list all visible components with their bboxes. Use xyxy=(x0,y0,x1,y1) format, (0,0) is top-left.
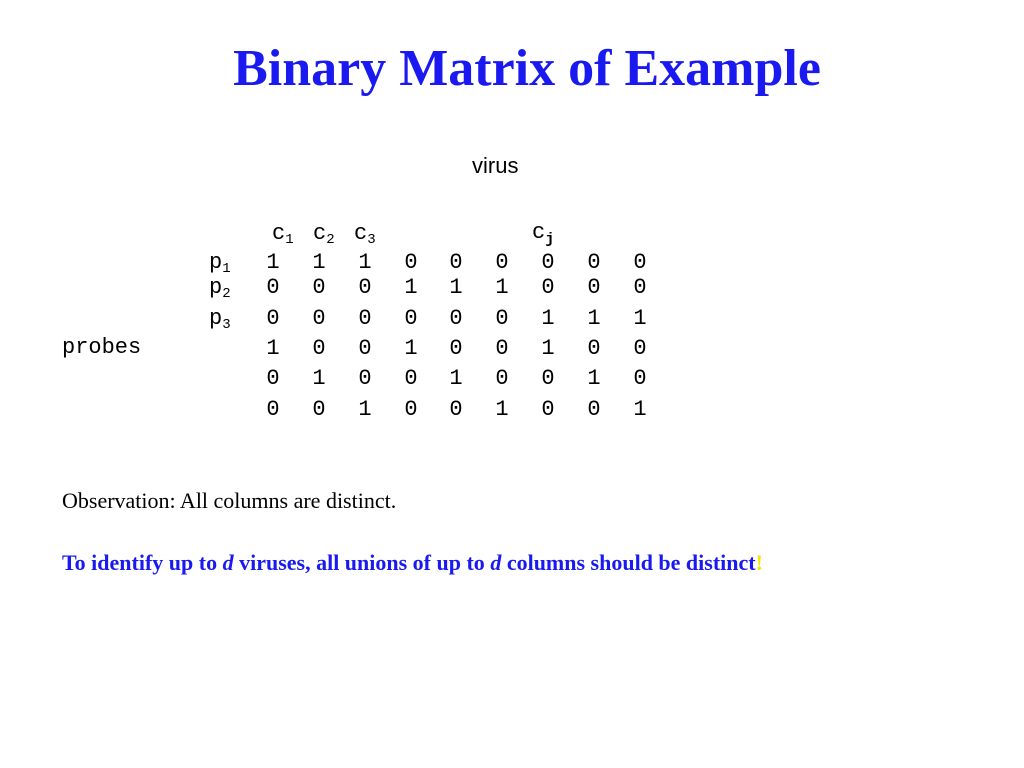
column-header-sub: 1 xyxy=(285,232,294,248)
matrix-cell: 0 xyxy=(312,336,326,361)
row-header-sub: 2 xyxy=(222,286,231,302)
matrix-cell: 0 xyxy=(449,336,463,361)
matrix-cell: 0 xyxy=(541,366,555,391)
row-header-p2 xyxy=(209,275,231,303)
statement-text xyxy=(62,550,763,576)
column-header-c3 xyxy=(354,221,376,249)
column-header-c2 xyxy=(313,221,335,249)
column-header-letter: c xyxy=(272,221,286,246)
observation-text: Observation: All columns are distinct. xyxy=(62,488,397,513)
matrix-cell: 1 xyxy=(449,366,463,391)
matrix-cell: 0 xyxy=(495,250,509,275)
matrix-cell: 0 xyxy=(266,397,280,422)
matrix-cell: 0 xyxy=(633,336,647,361)
matrix-cell: 0 xyxy=(266,366,280,391)
matrix-cell: 0 xyxy=(312,397,326,422)
matrix-cell: 0 xyxy=(358,275,372,300)
probes-label: probes xyxy=(62,335,142,360)
matrix-cell: 0 xyxy=(495,306,509,331)
matrix-cell: 1 xyxy=(541,306,555,331)
statement-variable: d xyxy=(490,550,502,575)
matrix-cell: 0 xyxy=(449,250,463,275)
matrix-cell: 0 xyxy=(266,306,280,331)
matrix-cell: 0 xyxy=(266,275,280,300)
matrix-cell: 0 xyxy=(358,336,372,361)
matrix-cell: 1 xyxy=(404,275,418,300)
matrix-cell: 0 xyxy=(495,336,509,361)
column-header-letter: c xyxy=(354,221,368,246)
row-header-letter: p xyxy=(209,275,223,300)
matrix-cell: 0 xyxy=(404,366,418,391)
matrix-cell: 1 xyxy=(312,366,326,391)
matrix-cell: 1 xyxy=(312,250,326,275)
matrix-cell: 1 xyxy=(358,250,372,275)
matrix-cell: 0 xyxy=(541,275,555,300)
matrix-cell: 0 xyxy=(404,250,418,275)
row-header-letter: p xyxy=(209,306,223,331)
matrix-cell: 1 xyxy=(541,336,555,361)
matrix-cell: 0 xyxy=(312,306,326,331)
matrix-cell: 0 xyxy=(495,366,509,391)
row-header-p3 xyxy=(209,306,231,334)
column-header-sub: 2 xyxy=(326,232,335,248)
statement-part: columns should be distinct xyxy=(501,550,756,575)
matrix-cell: 1 xyxy=(633,397,647,422)
matrix-cell: 0 xyxy=(633,366,647,391)
matrix-cell: 1 xyxy=(449,275,463,300)
row-header-sub: 3 xyxy=(222,317,231,333)
matrix-cell: 0 xyxy=(587,275,601,300)
slide-title: Binary Matrix of Example xyxy=(233,40,821,97)
statement-part: To identify up to xyxy=(62,550,223,575)
matrix-cell: 1 xyxy=(266,336,280,361)
matrix-cell: 0 xyxy=(633,275,647,300)
column-header-sub: j xyxy=(545,231,555,248)
column-header-sub: 3 xyxy=(367,232,376,248)
matrix-cell: 1 xyxy=(358,397,372,422)
matrix-cell: 0 xyxy=(358,306,372,331)
column-header-c1 xyxy=(272,221,294,249)
virus-label: virus xyxy=(472,153,519,178)
statement-part: viruses, all unions of up to xyxy=(233,550,491,575)
column-header-cj xyxy=(532,220,554,248)
matrix-cell: 0 xyxy=(541,250,555,275)
column-header-letter: c xyxy=(313,221,327,246)
matrix-cell: 1 xyxy=(495,275,509,300)
matrix-cell: 1 xyxy=(633,306,647,331)
matrix-cell: 1 xyxy=(587,306,601,331)
matrix-cell: 0 xyxy=(358,366,372,391)
row-header-letter: p xyxy=(209,250,223,275)
column-header-letter: c xyxy=(532,220,546,245)
row-header-p1 xyxy=(209,250,231,278)
matrix-cell: 0 xyxy=(312,275,326,300)
matrix-cell: 0 xyxy=(449,397,463,422)
matrix-cell: 1 xyxy=(404,336,418,361)
matrix-cell: 1 xyxy=(266,250,280,275)
row-header-sub: 1 xyxy=(222,261,231,277)
exclamation-mark: ! xyxy=(755,550,763,575)
matrix-cell: 0 xyxy=(587,250,601,275)
matrix-cell: 0 xyxy=(404,397,418,422)
matrix-cell: 1 xyxy=(495,397,509,422)
matrix-cell: 0 xyxy=(587,336,601,361)
statement-variable: d xyxy=(222,550,234,575)
matrix-cell: 1 xyxy=(587,366,601,391)
matrix-cell: 0 xyxy=(404,306,418,331)
matrix-cell: 0 xyxy=(633,250,647,275)
matrix-cell: 0 xyxy=(541,397,555,422)
matrix-cell: 0 xyxy=(449,306,463,331)
matrix-cell: 0 xyxy=(587,397,601,422)
